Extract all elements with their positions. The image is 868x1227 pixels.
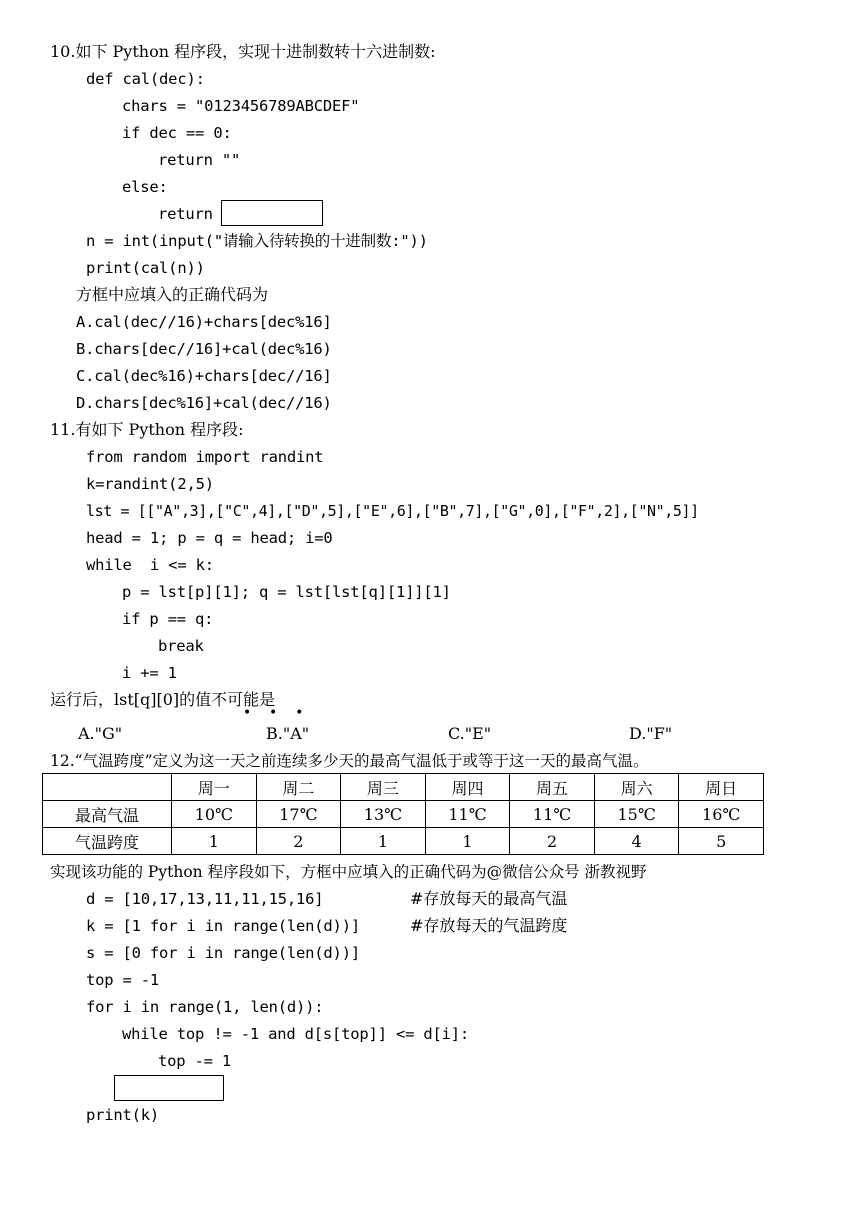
q11-code-line: break: [158, 637, 204, 655]
table-cell: 气温跨度: [43, 828, 172, 855]
q12-answer-box[interactable]: [114, 1075, 224, 1101]
q11-code-line: i += 1: [122, 664, 177, 682]
table-cell: 周日: [679, 774, 764, 801]
q12-code-line: d = [10,17,13,11,11,15,16]: [86, 890, 324, 908]
table-cell: [43, 774, 172, 801]
q12-code-line: while top != -1 and d[s[top]] <= d[i]:: [122, 1025, 470, 1043]
table-row: [43, 774, 764, 801]
table-cell: 15℃: [594, 801, 679, 828]
table-cell: 1: [341, 828, 426, 855]
q11-option-c[interactable]: C."E": [448, 724, 492, 743]
q10-option-b[interactable]: B.chars[dec//16]+cal(dec%16): [76, 340, 332, 358]
q11-option-b[interactable]: B."A": [266, 724, 310, 743]
q10-code-line: def cal(dec):: [86, 70, 205, 88]
q10-code-line: print(cal(n)): [86, 259, 205, 277]
q11-code-line: lst = [["A",3],["C",4],["D",5],["E",6],["B",7],["G",0],["F",2],["N",5]]: [86, 502, 699, 520]
q10-option-d[interactable]: D.chars[dec%16]+cal(dec//16): [76, 394, 332, 412]
q12-title: 12.“气温跨度”定义为这一天之前连续多少天的最高气温低于或等于这一天的最高气温。: [50, 752, 649, 770]
q12-code-line: top -= 1: [158, 1052, 232, 1070]
q10-code-line: chars = "0123456789ABCDEF": [122, 97, 360, 115]
table-cell: 5: [679, 828, 764, 855]
q11-prompt: 运行后，lst[q][0]的值不可能是: [50, 690, 276, 709]
table-cell: 2: [510, 828, 595, 855]
q12-code-line: for i in range(1, len(d)):: [86, 998, 324, 1016]
table-cell: 11℃: [510, 801, 595, 828]
table-cell: 16℃: [679, 801, 764, 828]
table-cell: 周六: [594, 774, 679, 801]
table-cell: 1: [172, 828, 257, 855]
table-cell: 周一: [172, 774, 257, 801]
table-cell: 4: [594, 828, 679, 855]
table-cell: 10℃: [172, 801, 257, 828]
table-cell: 1: [425, 828, 510, 855]
table-cell: 11℃: [425, 801, 510, 828]
q11-option-a[interactable]: A."G": [78, 724, 123, 743]
q12-comment: #存放每天的最高气温: [410, 889, 568, 908]
q10-option-c[interactable]: C.cal(dec%16)+chars[dec//16]: [76, 367, 332, 385]
q12-code-line: top = -1: [86, 971, 160, 989]
q11-code-line: p = lst[p][1]; q = lst[lst[q][1]][1]: [122, 583, 451, 601]
q11-option-d[interactable]: D."F": [629, 724, 673, 743]
table-cell: 最高气温: [43, 801, 172, 828]
table-cell: 13℃: [341, 801, 426, 828]
q11-code-line: head = 1; p = q = head; i=0: [86, 529, 333, 547]
table-cell: 周四: [425, 774, 510, 801]
q12-comment: #存放每天的气温跨度: [410, 916, 568, 935]
table-cell: 周五: [510, 774, 595, 801]
q10-answer-box[interactable]: [221, 200, 323, 226]
q11-code-line: from random import randint: [86, 448, 324, 466]
q10-code-line: else:: [122, 178, 168, 196]
table-row: [43, 828, 764, 855]
q11-title: 11.有如下 Python 程序段:: [50, 420, 244, 439]
emphasis-dots: • • •: [243, 705, 304, 721]
q12-code-line: k = [1 for i in range(len(d))]: [86, 917, 360, 935]
q10-title: 10.如下 Python 程序段，实现十进制数转十六进制数:: [50, 42, 436, 61]
q10-code-line: return "": [158, 151, 241, 169]
q10-prompt: 方框中应填入的正确代码为: [76, 285, 269, 304]
table-row: [43, 801, 764, 828]
table-cell: 周二: [256, 774, 341, 801]
q11-code-line: k=randint(2,5): [86, 475, 214, 493]
q10-code-line: return: [158, 205, 213, 223]
q12-code-line: s = [0 for i in range(len(d))]: [86, 944, 360, 962]
table-cell: 周三: [341, 774, 426, 801]
q11-code-line: while i <= k:: [86, 556, 214, 574]
q11-code-line: if p == q:: [122, 610, 214, 628]
q10-option-a[interactable]: A.cal(dec//16)+chars[dec%16]: [76, 313, 332, 331]
temperature-table: [42, 773, 764, 855]
q10-code-line: if dec == 0:: [122, 124, 232, 142]
q12-prompt: 实现该功能的 Python 程序段如下，方框中应填入的正确代码为@微信公众号 浙教视野: [50, 863, 647, 881]
q10-code-line: n = int(input("请输入待转换的十进制数:")): [86, 232, 428, 250]
table-cell: 2: [256, 828, 341, 855]
q12-code-line: print(k): [86, 1106, 160, 1124]
table-cell: 17℃: [256, 801, 341, 828]
